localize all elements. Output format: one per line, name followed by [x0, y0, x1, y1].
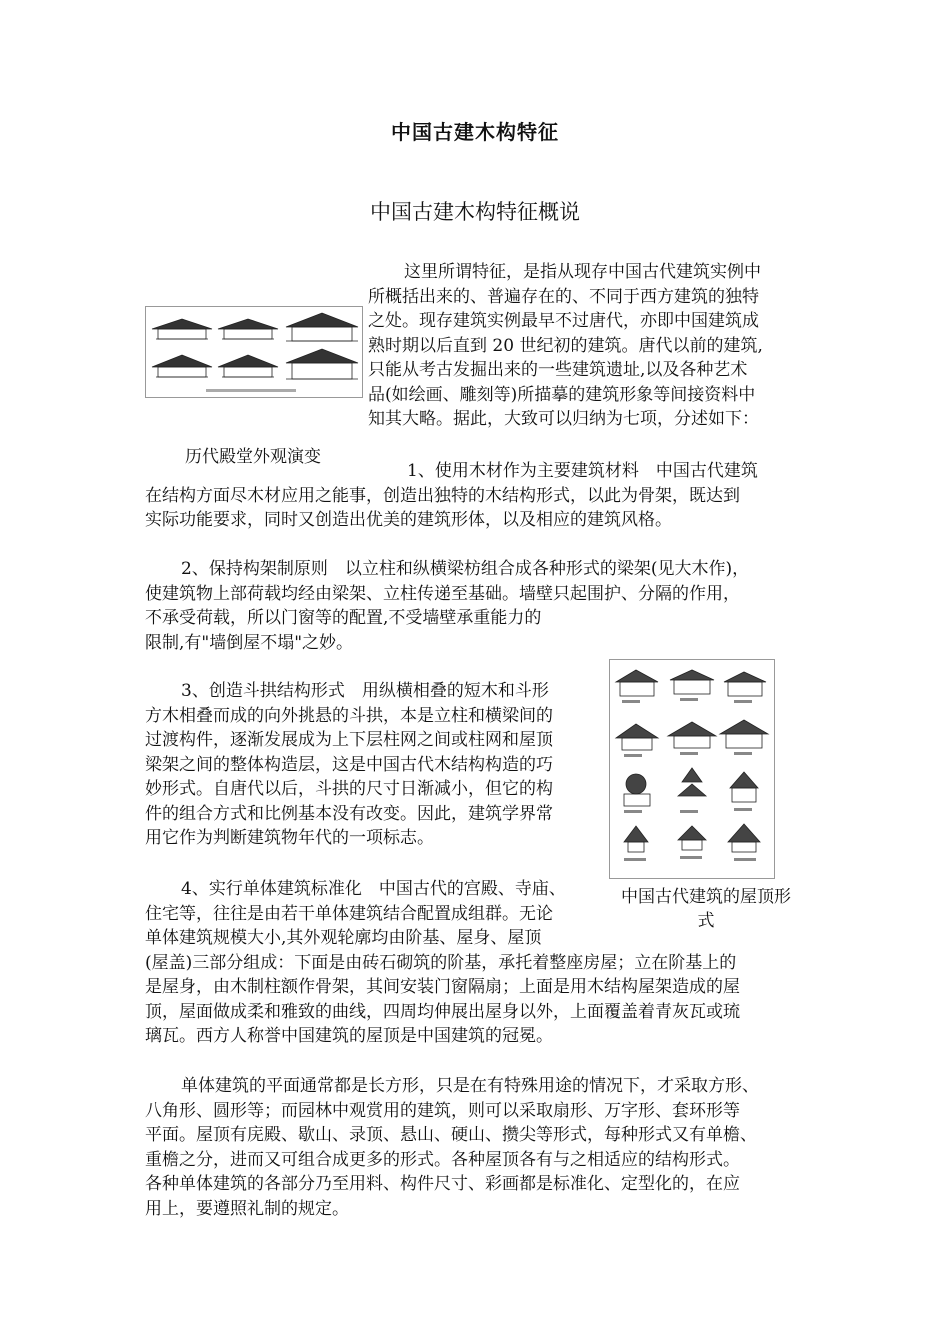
text-line: 梁架之间的整体构造层，这是中国古代木结构构造的巧 — [145, 754, 553, 775]
text-line: 使建筑物上部荷载均经由梁架、立柱传递至基础。墙壁只起围护、分隔的作用， — [145, 583, 740, 604]
item-1-paragraph — [145, 459, 813, 533]
roof-forms-image — [609, 659, 775, 879]
text-line: 是屋身，由木制柱额作骨架，其间安装门窗隔扇；上面是用木结构屋架造成的屋 — [145, 977, 740, 997]
text-line: 方木相叠而成的向外挑悬的斗拱，本是立柱和横梁间的 — [145, 705, 553, 726]
text-line: 住宅等，往往是由若干单体建筑结合配置成组群。无论 — [145, 903, 553, 924]
document-subtitle: 中国古建木构特征概说 — [370, 200, 580, 224]
text-line: 在结构方面尽木材应用之能事，创造出独特的木结构形式，以此为骨架，既达到 — [145, 485, 740, 506]
text-line: 熟时期以后直到 20 世纪初的建筑。唐代以前的建筑, — [368, 335, 763, 356]
text-line: 知其大略。据此，大致可以归纳为七项，分述如下： — [368, 409, 759, 429]
text-line: 这里所谓特征，是指从现存中国古代建筑实例中 — [404, 262, 761, 282]
caption-line: 中国古代建筑的屋顶形 — [621, 887, 791, 907]
text-line: 实际功能要求，同时又创造出优美的建筑形体，以及相应的建筑风格。 — [145, 510, 672, 530]
text-line: 之处。现存建筑实例最早不过唐代，亦即中国建筑成 — [368, 311, 759, 331]
text-line: 4、实行单体建筑标准化 中国古代的宫殿、寺庙、 — [181, 879, 566, 899]
item-2-paragraph — [145, 557, 813, 655]
text-line: 顶，屋面做成柔和雅致的曲线，四周均伸展出屋身以外，上面覆盖着青灰瓦或琉 — [145, 1001, 740, 1022]
text-line: 用它作为判断建筑物年代的一项标志。 — [145, 828, 434, 848]
text-line: 用上，要遵照礼制的规定。 — [145, 1198, 349, 1219]
figure-caption: 历代殿堂外观演变 — [185, 447, 321, 467]
text-line: 1、使用木材作为主要建筑材料 中国古代建筑 — [407, 461, 758, 481]
text-line: 单体建筑规模大小,其外观轮廓均由阶基、屋身、屋顶 — [145, 928, 542, 948]
text-line: 妙形式。自唐代以后，斗拱的尺寸日渐减小，但它的构 — [145, 779, 553, 799]
caption-line: 式 — [697, 911, 715, 931]
text-line: 重檐之分，进而又可组合成更多的形式。各种屋顶各有与之相适应的结构形式。 — [145, 1149, 740, 1170]
text-line: 品(如绘画、雕刻等)所描摹的建筑形象等间接资料中 — [368, 384, 756, 405]
text-line: 3、创造斗拱结构形式 用纵横相叠的短木和斗形 — [181, 681, 549, 701]
hall-evolution-image — [145, 306, 363, 398]
text-line: 件的组合方式和比例基本没有改变。因此，建筑学界常 — [145, 803, 553, 824]
text-line: 不承受荷载，所以门窗等的配置,不受墙壁承重能力的 — [145, 608, 542, 628]
text-line: 所概括出来的、普遍存在的、不同于西方建筑的独特 — [368, 286, 759, 307]
text-line: 只能从考古发掘出来的一些建筑遗址,以及各种艺术 — [368, 360, 748, 380]
text-line: 璃瓦。西方人称誉中国建筑的屋顶是中国建筑的冠冕。 — [145, 1026, 553, 1046]
text-line: 八角形、圆形等；而园林中观赏用的建筑，则可以采取扇形、万字形、套环形等 — [145, 1100, 740, 1121]
text-line: 2、保持构架制原则 以立柱和纵横梁枋组合成各种形式的梁架(见大木作)， — [181, 559, 750, 579]
document-title: 中国古建木构特征 — [391, 120, 559, 144]
intro-paragraph — [368, 260, 812, 432]
text-line: 限制,有"墙倒屋不塌"之妙。 — [145, 632, 354, 653]
text-line: 平面。屋顶有庑殿、歇山、录顶、悬山、硬山、攒尖等形式，每种形式又有单檐、 — [145, 1125, 757, 1145]
text-line: 过渡构件，逐渐发展成为上下层柱网之间或柱网和屋顶 — [145, 730, 553, 750]
item-3-paragraph — [145, 679, 600, 851]
item-4-paragraph — [145, 877, 813, 1049]
text-line: (屋盖)三部分组成：下面是由砖石砌筑的阶基，承托着整座房屋；立在阶基上的 — [145, 952, 737, 973]
text-line: 各种单体建筑的各部分乃至用料、构件尺寸、彩画都是标准化、定型化的，在应 — [145, 1174, 740, 1194]
plan-paragraph — [145, 1074, 813, 1221]
text-line: 单体建筑的平面通常都是长方形，只是在有特殊用途的情况下，才采取方形、 — [181, 1076, 759, 1096]
